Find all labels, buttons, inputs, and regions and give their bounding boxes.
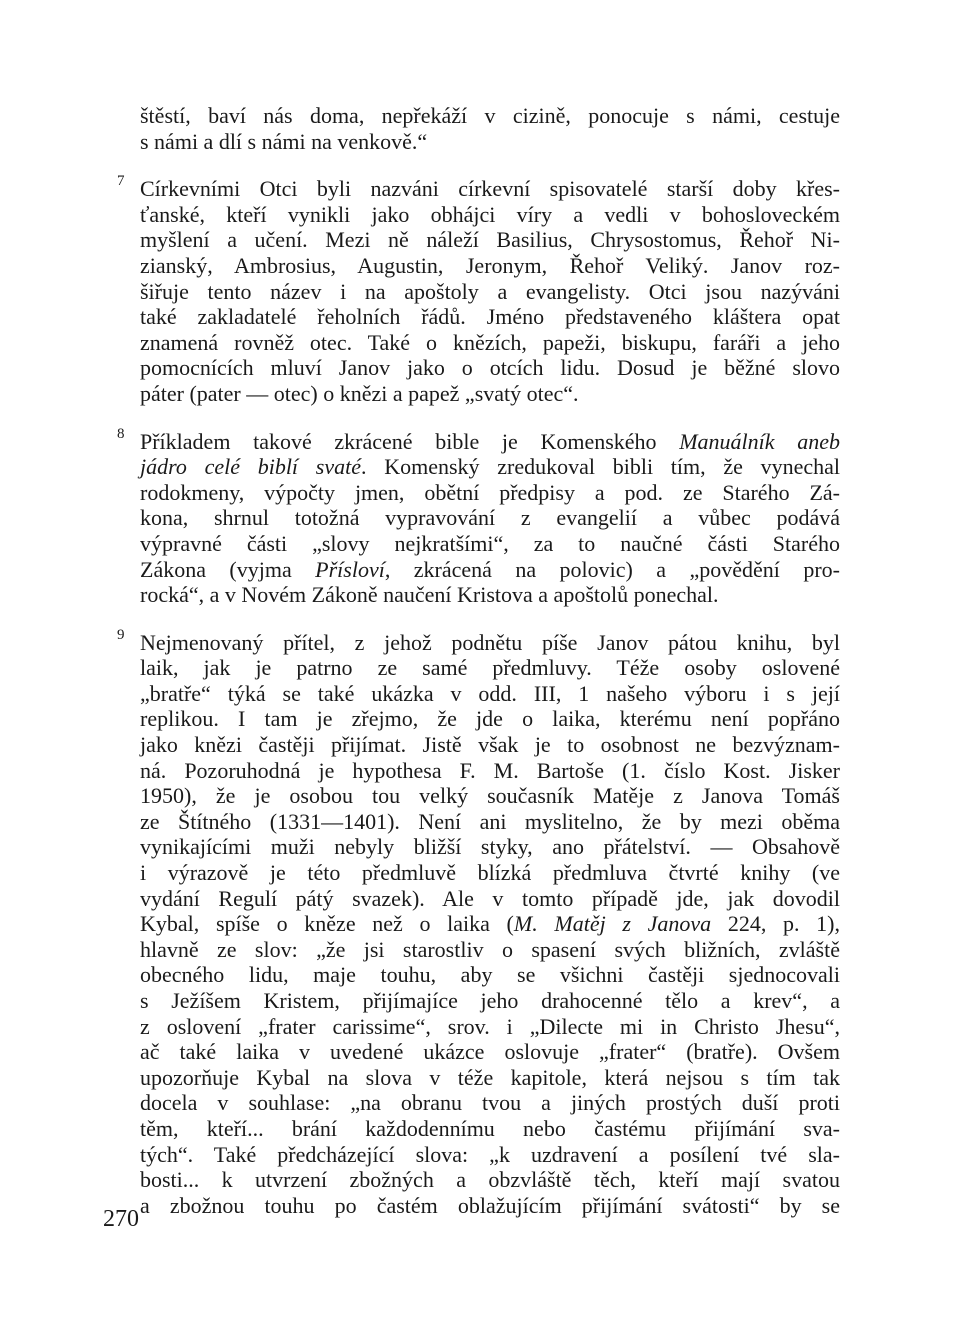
text-line: docela v souhlase: „na obranu tvou a jiných prostých duší proti xyxy=(140,1090,840,1116)
footnote-7 xyxy=(117,173,840,406)
text-line: Církevními Otci byli nazváni církevní spisovatelé starší doby křes- xyxy=(140,176,840,202)
text-line: znamená rovněž otec. Také o knězích, papeži, biskupu, faráři a jeho xyxy=(140,329,840,355)
text-line: výpravné části „slovy nejkratšími“, za to naučné části Starého xyxy=(140,530,840,556)
footnote-number: 7 xyxy=(117,173,125,190)
text-line: Nejmenovaný přítel, z jehož podnětu píše Janov pátou knihu, byl xyxy=(140,629,840,655)
text-line: myšlení a učení. Mezi ně náleží Basilius, Chrysostomus, Řehoř Ni- xyxy=(140,227,840,253)
footnote-continuation xyxy=(140,103,840,154)
text-segment: . Komenský zredukoval bibli tím, že vynechal xyxy=(360,454,840,480)
text-line: páter (pater — otec) o knězi a papež „svatý otec“. xyxy=(140,380,579,406)
text-line xyxy=(140,429,840,455)
text-line: bosti... k utvrzení zbožných a obzvláště těch, kteří mají svatou xyxy=(140,1167,840,1193)
text-line: „bratře“ týká se také ukázka v odd. III, 1 našeho výboru i s její xyxy=(140,680,840,706)
text-line: upozorňuje Kybal na slova v téže kapitole, která nejsou s tím tak xyxy=(140,1064,840,1090)
text-line xyxy=(140,911,840,937)
text-line xyxy=(140,454,840,480)
italic-title: Manuálník aneb xyxy=(679,428,840,454)
text-line: rodokmeny, výpočty jmen, obětní předpisy a pod. ze Starého Zá- xyxy=(140,479,840,505)
text-line: štěstí, baví nás doma, nepřekáží v cizině, ponocuje s námi, cestuje xyxy=(140,103,840,128)
italic-title: M. Matěj z Janova xyxy=(513,911,712,937)
italic-title: Přísloví xyxy=(315,556,385,582)
text-line: jako knězi častěji přijímat. Jistě však je to osobnost ne bezvýznam- xyxy=(140,732,840,758)
text-line: těm, kteří... brání každodennímu nebo častému přijímání sva- xyxy=(140,1115,840,1141)
footnote-9 xyxy=(117,626,841,1219)
text-line: pomocnících mluví Janov jako o otcích lidu. Dosud je běžné slovo xyxy=(140,355,840,381)
footnote-number: 9 xyxy=(117,626,125,643)
text-segment: , zkrácená na polovic) a „povědění pro- xyxy=(384,556,840,582)
text-line: tých“. Také předcházející slova: „k uzdravení a posílení tvé sla- xyxy=(140,1141,840,1167)
text-line: z oslovení „frater carissime“, srov. i „Dilecte mi in Christo Jhesu“, xyxy=(140,1013,840,1039)
text-line xyxy=(140,557,840,583)
italic-title: jádro celé biblí svaté xyxy=(140,454,361,480)
text-line: šiřuje tento název i na apoštoly a evangelisty. Otci jsou nazýváni xyxy=(140,278,840,304)
text-line: zianský, Ambrosius, Augustin, Jeronym, Řehoř Veliký. Janov roz- xyxy=(140,252,840,278)
text-line: s Ježíšem Kristem, přijímajíce jeho drahocenné tělo a krev“, a xyxy=(140,988,840,1013)
footnote-8 xyxy=(117,425,840,608)
text-line: vydání Regulí pátý svazek). Ale v tomto případě jde, jak dovodil xyxy=(140,885,840,911)
page-number: 270 xyxy=(103,1206,139,1232)
text-line: ťanské, kteří vynikli jako obhájci víry a vedli v bohosloveckém xyxy=(140,201,840,227)
text-line: obecného lidu, maje touhu, aby se všichni častěji sjednocovali xyxy=(140,962,840,988)
text-line: replikou. I tam je zřejmo, že jde o laika, kterému není popřáno xyxy=(140,706,840,732)
text-line: rocká“, a v Novém Zákoně naučení Kristova a apoštolů ponechal. xyxy=(140,582,719,608)
text-line: ač také laika v uvedené ukázce oslovuje „frater“ (bratře). Ovšem xyxy=(140,1039,840,1065)
text-segment: Kybal, spíše o kněze než o laika ( xyxy=(140,911,514,937)
text-line: také zakladatelé řeholních řádů. Jméno představeného kláštera opat xyxy=(140,304,840,330)
footnotes-text xyxy=(117,103,841,1218)
text-line: s námi a dlí s námi na venkově.“ xyxy=(140,128,428,154)
text-line: kona, shrnul totožná vypravování z evangelií a vůbec podává xyxy=(140,505,840,531)
text-line: i výrazově je této předmluvě blízká předmluva čtvrté knihy (ve xyxy=(140,860,840,886)
text-line: hlavně ze slov: „že jsi starostliv o spasení svých bližních, zvláště xyxy=(140,936,840,962)
text-line: vynikajícími muži nebyly bližší styky, ano přátelství. — Obsahově xyxy=(140,834,840,860)
footnote-number: 8 xyxy=(117,425,125,442)
text-line: ná. Pozoruhodná je hypothesa F. M. Bartoše (1. číslo Kost. Jisker xyxy=(140,757,840,783)
text-segment: Zákona (vyjma xyxy=(140,556,316,582)
text-line: ze Štítného (1331—1401). Není ani myslitelno, že by mezi oběma xyxy=(140,808,840,834)
text-line: 1950), že je osobou tou velký současník Matěje z Janova Tomáš xyxy=(140,783,840,809)
text-segment: 224, p. 1), xyxy=(711,911,841,937)
text-line: laik, jak je patrno ze samé předmluvy. Téže osoby oslovené xyxy=(140,655,840,681)
text-line: a zbožnou touhu po častém oblažujícím přijímání svátosti“ by se xyxy=(140,1192,840,1218)
text-segment: Příkladem takové zkrácené bible je Komenského xyxy=(140,428,680,454)
